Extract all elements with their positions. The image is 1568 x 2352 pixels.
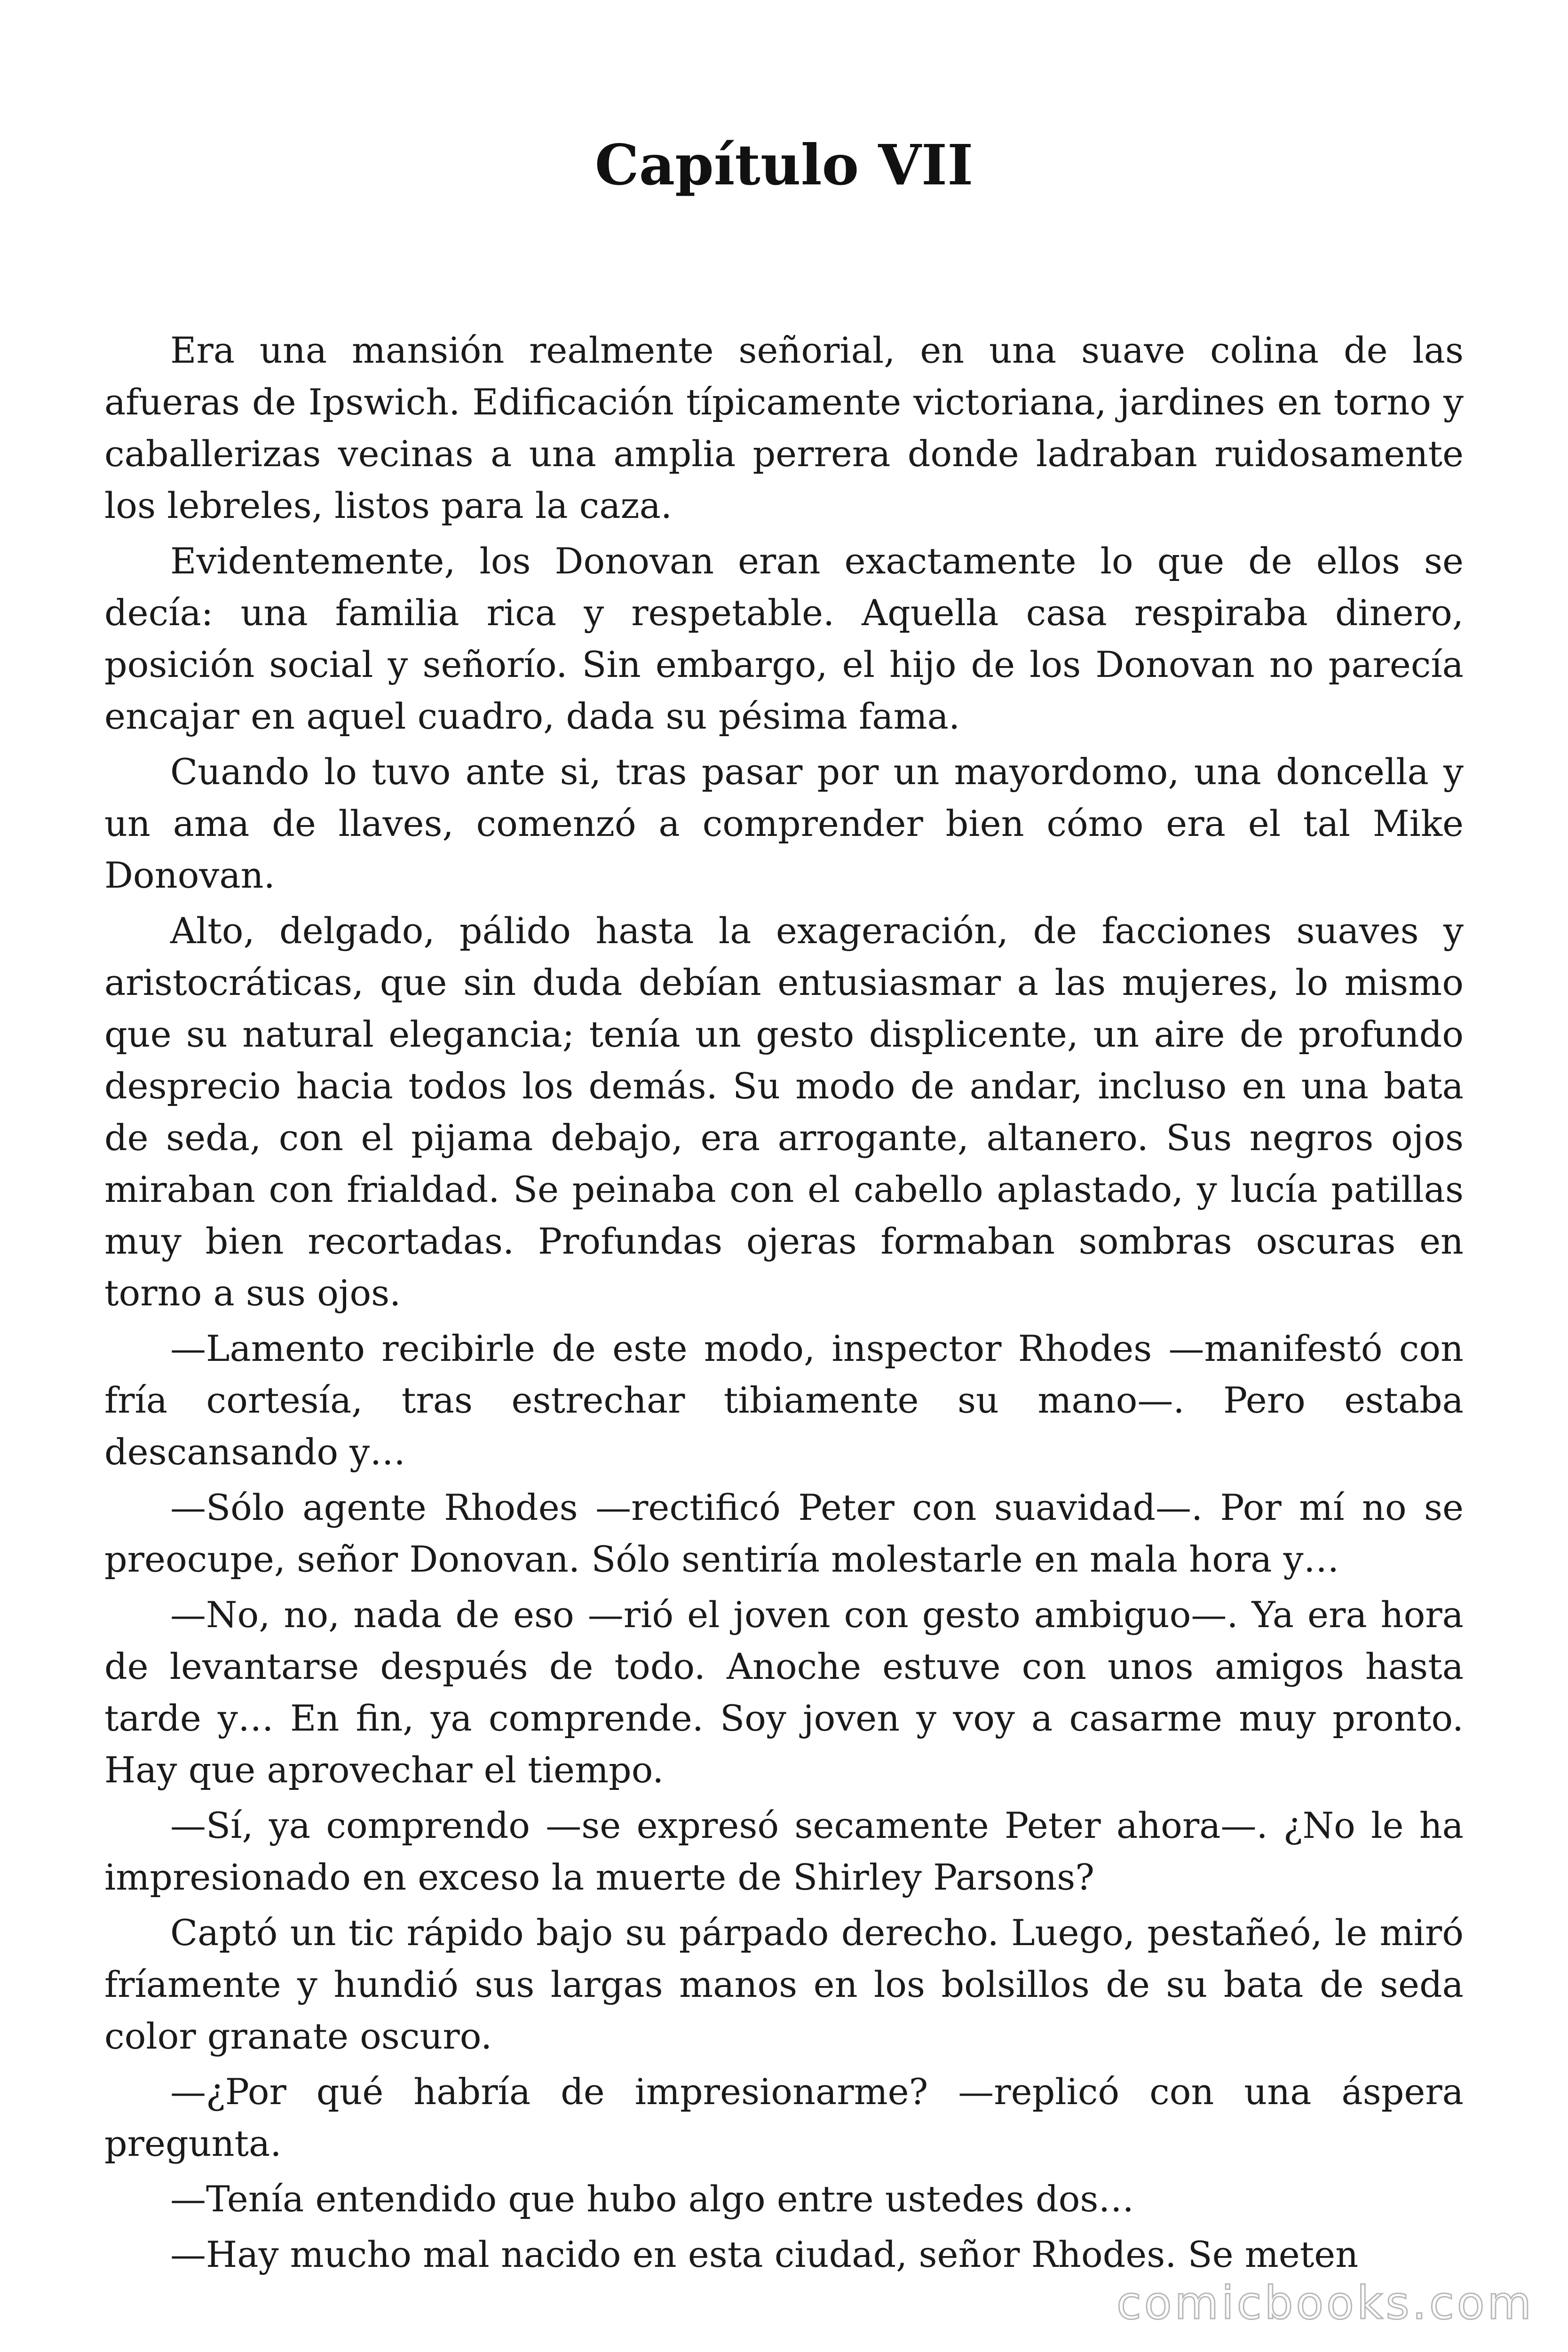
chapter-title: Capítulo VII: [594, 132, 974, 198]
paragraph: Cuando lo tuvo ante si, tras pasar por un mayordomo, una doncella y un ama de llaves, comenzó a comprender bien cómo era el tal Mike Donovan.: [104, 751, 1464, 896]
paragraph: —No, no, nada de eso —rió el joven con gesto ambiguo—. Ya era hora de levantarse después de todo. Anoche estuve con unos amigos hasta tarde y… En fin, ya comprende. Soy joven y voy a casarme muy pronto. Hay que aprovechar el tiempo.: [104, 1594, 1464, 1791]
paragraph: —Sí, ya comprendo —se expresó secamente Peter ahora—. ¿No le ha impresionado en exceso la muerte de Shirley Parsons?: [104, 1804, 1464, 1898]
paragraph: —Sólo agente Rhodes —rectificó Peter con suavidad—. Por mí no se preocupe, señor Donovan. Sólo sentiría molestarle en mala hora y…: [104, 1486, 1464, 1580]
paragraph: Evidentemente, los Donovan eran exactamente lo que de ellos se decía: una familia rica y respetable. Aquella casa respiraba dinero, posición social y señorío. Sin embargo, el hijo de los Donovan no parecía encajar en aquel cuadro, dada su pésima fama.: [104, 540, 1464, 737]
paragraph: —¿Por qué habría de impresionarme? —replicó con una áspera pregunta.: [104, 2071, 1464, 2164]
paragraph: Alto, delgado, pálido hasta la exageración, de facciones suaves y aristocráticas, que sin duda debían entusiasmar a las mujeres, lo mismo que su natural elegancia; tenía un gesto displicente, un aire de profundo desprecio hacia todos los demás. Su modo de andar, incluso en una bata de seda, con el pijama debajo, era arrogante, altanero. Sus negros ojos miraban con frialdad. Se peinaba con el cabello aplastado, y lucía patillas muy bien recortadas. Profundas ojeras formaban sombras oscuras en torno a sus ojos.: [104, 910, 1464, 1314]
paragraph: Captó un tic rápido bajo su párpado derecho. Luego, pestañeó, le miró fríamente y hundió sus largas manos en los bolsillos de su bata de seda color granate oscuro.: [104, 1912, 1464, 2057]
paragraph: —Hay mucho mal nacido en esta ciudad, señor Rhodes. Se meten: [170, 2233, 1359, 2275]
paragraph: —Tenía entendido que hubo algo entre ustedes dos…: [170, 2178, 1134, 2220]
paragraph: —Lamento recibirle de este modo, inspector Rhodes —manifestó con fría cortesía, tras estrechar tibiamente su mano—. Pero estaba descansando y…: [104, 1327, 1464, 1473]
paragraph: Era una mansión realmente señorial, en una suave colina de las afueras de Ipswich. Edificación típicamente victoriana, jardines en torno y caballerizas vecinas a una amplia perrera donde ladraban ruidosamente los lebreles, listos para la caza.: [104, 329, 1464, 526]
watermark: comicbooks.com: [1116, 2277, 1534, 2329]
chapter-body: [104, 325, 1464, 2284]
